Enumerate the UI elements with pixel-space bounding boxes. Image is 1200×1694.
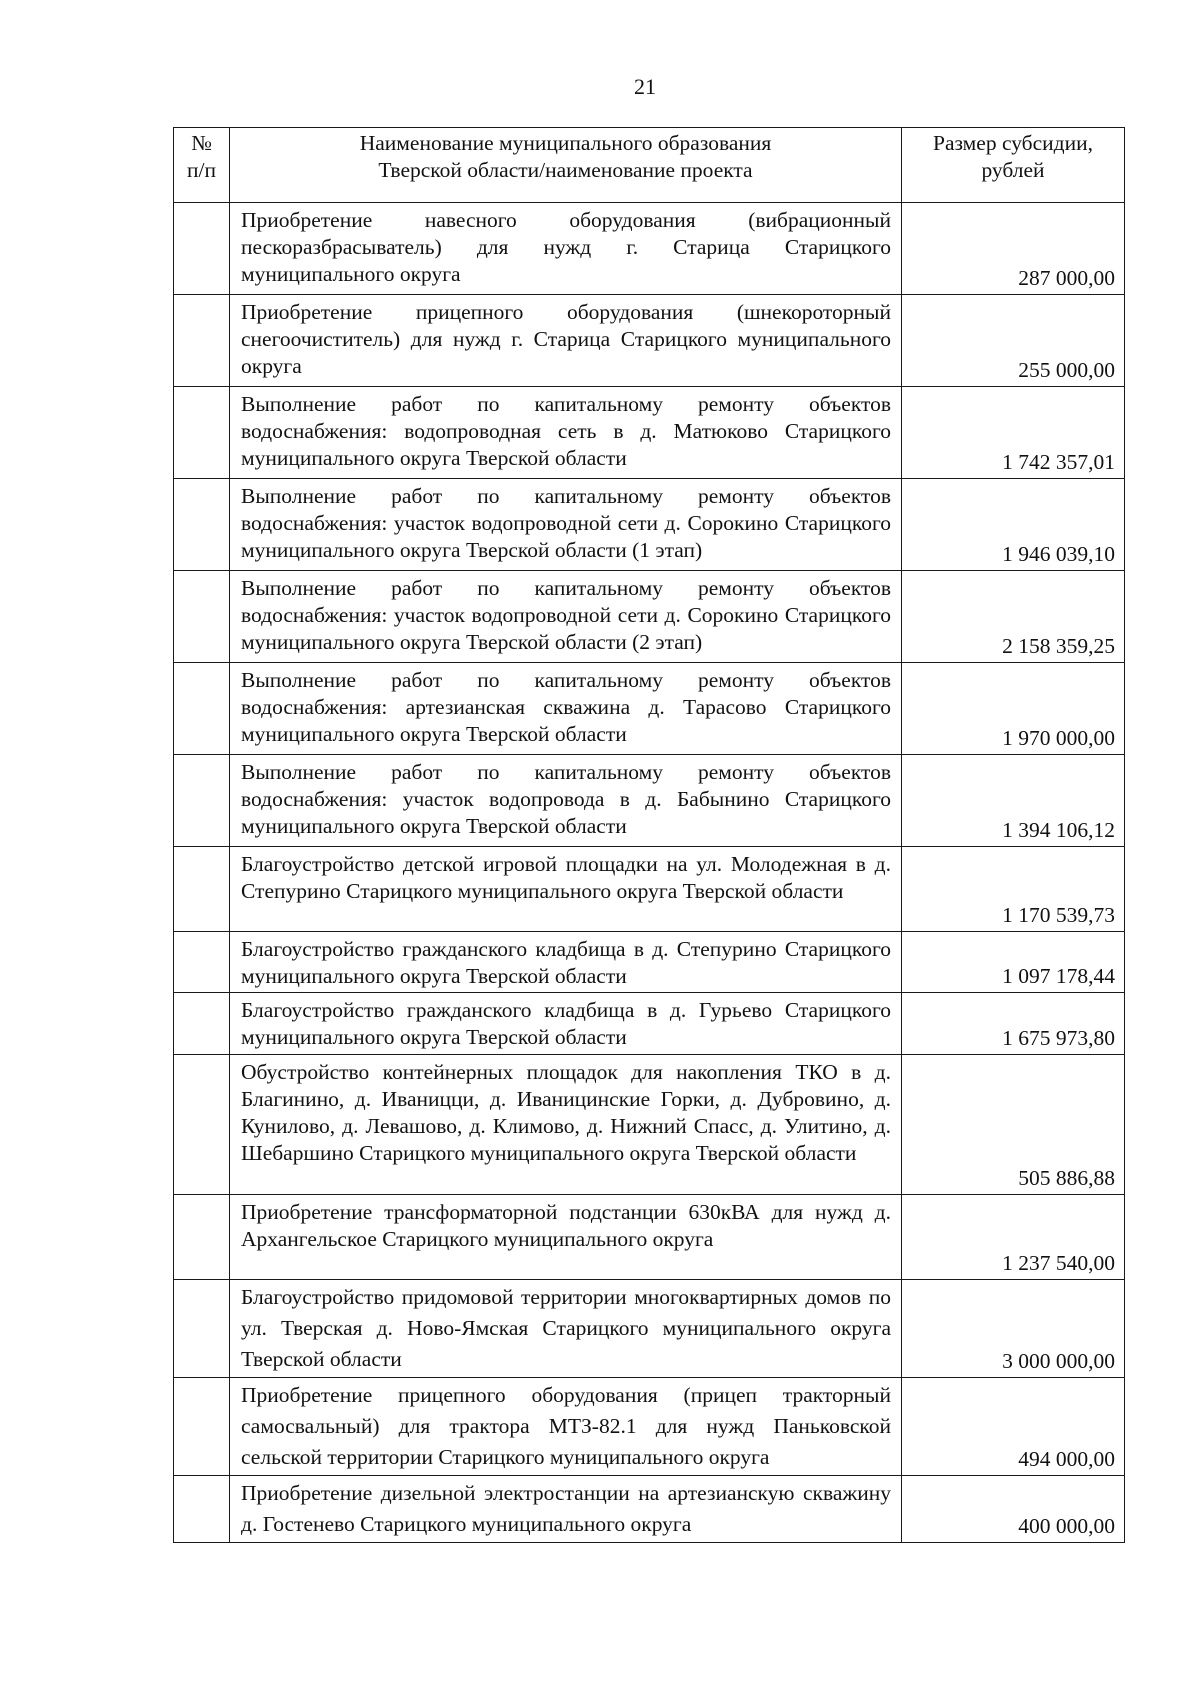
row-num	[174, 479, 230, 571]
table-row	[174, 1378, 1125, 1476]
subsidy-amount: 1 970 000,00	[902, 663, 1125, 755]
row-num	[174, 1195, 230, 1280]
subsidy-amount: 255 000,00	[902, 295, 1125, 387]
row-num	[174, 847, 230, 932]
project-name: Приобретение навесного оборудования (вибрационный пескоразбрасыватель) для нужд г. Старица Старицкого муниципального округа	[241, 208, 891, 286]
row-num	[174, 203, 230, 295]
project-name: Выполнение работ по капитальному ремонту объектов водоснабжения: участок водопроводной сети д. Сорокино Старицкого муниципального округа Тверской области (2 этап)	[241, 576, 891, 654]
table-row	[174, 755, 1125, 847]
project-name: Благоустройство детской игровой площадки на ул. Молодежная в д. Степурино Старицкого муниципального округа Тверской области	[241, 852, 891, 903]
header-name	[230, 128, 902, 203]
row-project-cell	[230, 203, 902, 295]
project-name: Приобретение трансформаторной подстанции 630кВА для нужд д. Архангельское Старицкого муниципального округа	[241, 1200, 891, 1251]
row-num	[174, 932, 230, 993]
row-project-cell	[230, 479, 902, 571]
row-num	[174, 295, 230, 387]
subsidy-amount: 494 000,00	[902, 1378, 1125, 1476]
row-num	[174, 571, 230, 663]
row-project-cell	[230, 847, 902, 932]
table-row	[174, 1476, 1125, 1543]
row-project-cell	[230, 663, 902, 755]
table-row	[174, 993, 1125, 1055]
row-num	[174, 1055, 230, 1195]
row-project-cell	[230, 1476, 902, 1543]
subsidy-amount: 505 886,88	[902, 1055, 1125, 1195]
row-project-cell	[230, 1195, 902, 1280]
row-num	[174, 1476, 230, 1543]
subsidy-amount: 1 394 106,12	[902, 755, 1125, 847]
table-header-row	[174, 128, 1125, 203]
table-row	[174, 1280, 1125, 1378]
row-project-cell	[230, 1378, 902, 1476]
table-row	[174, 1195, 1125, 1280]
row-project-cell	[230, 571, 902, 663]
subsidy-amount: 1 237 540,00	[902, 1195, 1125, 1280]
row-project-cell	[230, 1055, 902, 1195]
page-number: 21	[634, 74, 656, 99]
subsidy-amount: 2 158 359,25	[902, 571, 1125, 663]
subsidy-amount: 1 675 973,80	[902, 993, 1125, 1055]
header-name-line: Тверской области/наименование проекта	[378, 158, 753, 182]
row-num	[174, 1378, 230, 1476]
project-name: Выполнение работ по капитальному ремонту объектов водоснабжения: водопроводная сеть в д. Матюково Старицкого муниципального округа Тверской области	[241, 392, 891, 470]
row-project-cell	[230, 1280, 902, 1378]
subsidy-amount: 1 946 039,10	[902, 479, 1125, 571]
row-num	[174, 755, 230, 847]
subsidy-amount: 1 097 178,44	[902, 932, 1125, 993]
project-name: Приобретение прицепного оборудования (шнекороторный снегоочиститель) для нужд г. Старица Старицкого муниципального округа	[241, 300, 891, 378]
table-row	[174, 932, 1125, 993]
project-name: Благоустройство придомовой территории многоквартирных домов по ул. Тверская д. Ново-Ямская Старицкого муниципального округа Тверской области	[241, 1285, 891, 1371]
header-name-line: Наименование муниципального образования	[359, 131, 772, 155]
table-row	[174, 203, 1125, 295]
table-row	[174, 387, 1125, 479]
row-project-cell	[230, 295, 902, 387]
header-num-line: п/п	[187, 158, 216, 182]
row-project-cell	[230, 993, 902, 1055]
project-name: Выполнение работ по капитальному ремонту объектов водоснабжения: участок водопровода в д. Бабынино Старицкого муниципального округа Тверской области	[241, 760, 891, 838]
table-row	[174, 847, 1125, 932]
row-num	[174, 993, 230, 1055]
table-row	[174, 295, 1125, 387]
header-amount	[902, 128, 1125, 203]
table-row	[174, 479, 1125, 571]
header-amount-line: Размер субсидии,	[932, 131, 1093, 155]
table-row	[174, 571, 1125, 663]
row-project-cell	[230, 387, 902, 479]
row-num	[174, 387, 230, 479]
row-project-cell	[230, 755, 902, 847]
subsidy-table	[173, 127, 1125, 1543]
table-row	[174, 1055, 1125, 1195]
project-name: Выполнение работ по капитальному ремонту объектов водоснабжения: участок водопроводной сети д. Сорокино Старицкого муниципального округа Тверской области (1 этап)	[241, 484, 891, 562]
table-row	[174, 663, 1125, 755]
subsidy-amount: 1 742 357,01	[902, 387, 1125, 479]
project-name: Приобретение прицепного оборудования (прицеп тракторный самосвальный) для трактора МТЗ-82.1 для нужд Паньковской сельской территории Старицкого муниципального округа	[241, 1383, 891, 1469]
header-num	[174, 128, 230, 203]
project-name: Выполнение работ по капитальному ремонту объектов водоснабжения: артезианская скважина д. Тарасово Старицкого муниципального округа Тверской области	[241, 668, 891, 746]
row-num	[174, 663, 230, 755]
subsidy-amount: 3 000 000,00	[902, 1280, 1125, 1378]
subsidy-amount: 1 170 539,73	[902, 847, 1125, 932]
header-amount-line: рублей	[981, 158, 1045, 182]
header-num-line: №	[191, 131, 212, 155]
project-name: Обустройство контейнерных площадок для накопления ТКО в д. Благинино, д. Иваницци, д. Иваницинские Горки, д. Дубровино, д. Кунилово, д. Левашово, д. Климово, д. Нижний Спасс, д. Улитино, д. Шебаршино Старицкого муниципального округа Тверской области	[241, 1060, 891, 1165]
subsidy-amount: 287 000,00	[902, 203, 1125, 295]
row-project-cell	[230, 932, 902, 993]
project-name: Приобретение дизельной электростанции на артезианскую скважину д. Гостенево Старицкого муниципального округа	[241, 1481, 891, 1536]
project-name: Благоустройство гражданского кладбища в д. Степурино Старицкого муниципального округа Тверской области	[241, 937, 891, 988]
row-num	[174, 1280, 230, 1378]
subsidy-amount: 400 000,00	[902, 1476, 1125, 1543]
project-name: Благоустройство гражданского кладбища в д. Гурьево Старицкого муниципального округа Тверской области	[241, 998, 891, 1049]
